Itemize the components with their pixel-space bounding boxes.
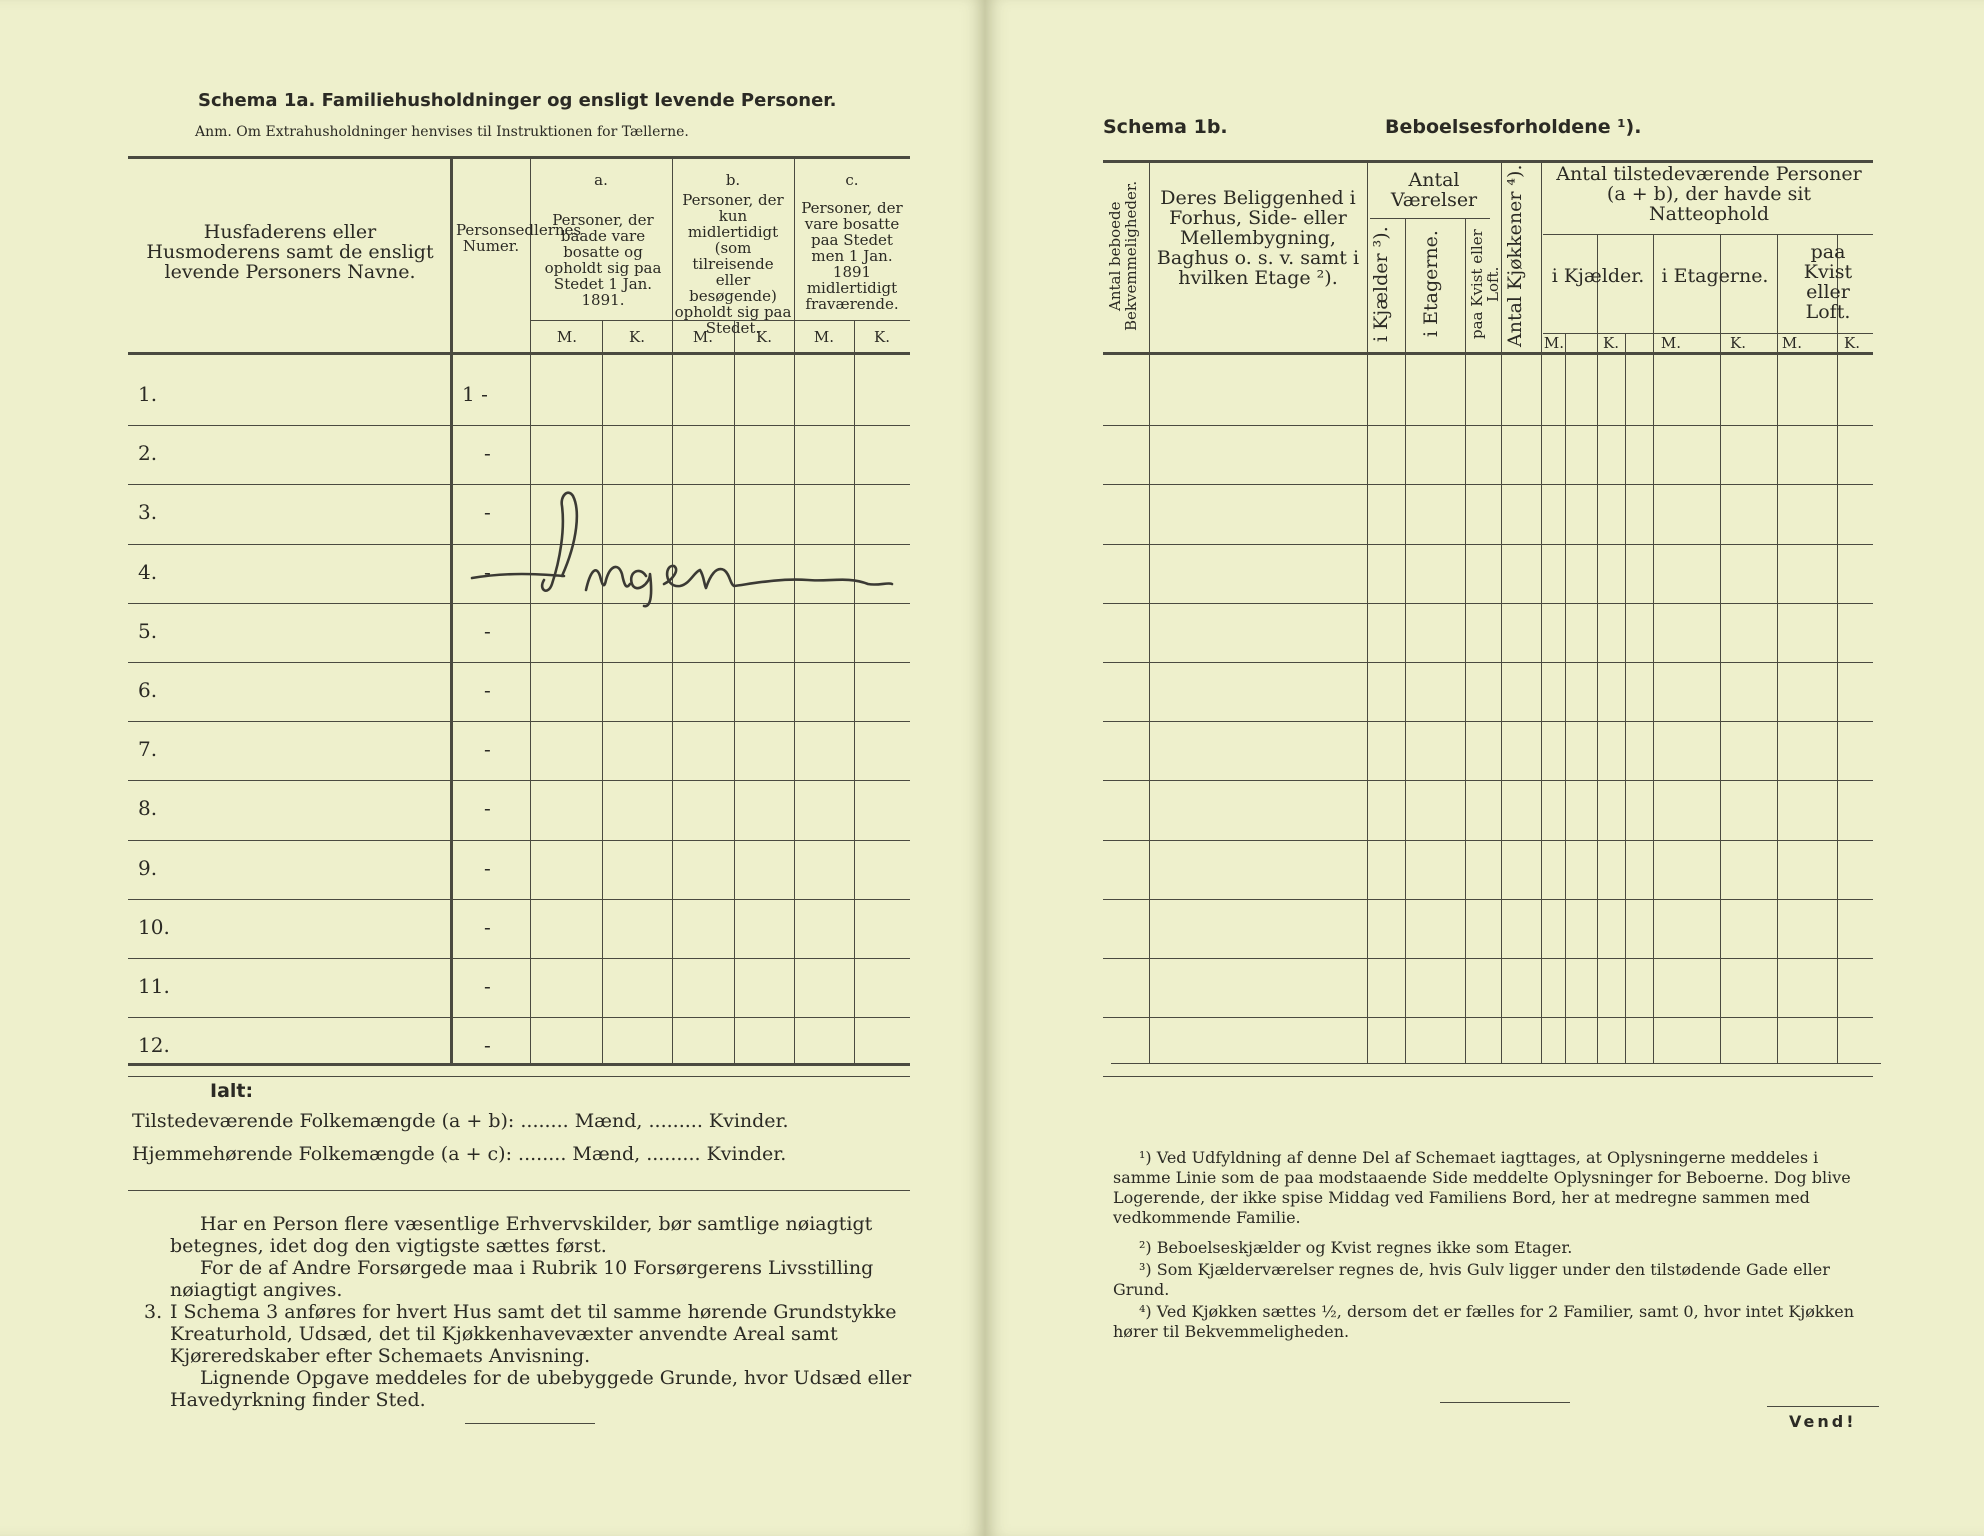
row-number: 5. <box>138 618 158 643</box>
rcol-div-3 <box>1405 218 1406 1063</box>
row-number: 2. <box>138 441 158 466</box>
row-rule <box>128 780 910 781</box>
row-rule <box>128 425 910 426</box>
col-header-kvist: paa Kvist eller Loft. <box>1468 229 1502 339</box>
rcol-div-1 <box>1149 160 1150 1063</box>
table-top-rule <box>128 156 910 159</box>
row-number: 9. <box>138 855 158 880</box>
col-header-kjokkener: Antal Kjøkkener ⁴). <box>1504 164 1526 348</box>
row-rule <box>1103 425 1873 426</box>
col-b-letter: b. <box>725 171 741 189</box>
sub-header-kvist: paa Kvist eller Loft. <box>1803 241 1853 323</box>
schema-1b-title: Beboelsesforholdene ¹). <box>1385 116 1642 138</box>
row-rule <box>128 721 910 722</box>
totals-bottom-rule <box>128 1190 910 1191</box>
rcol-div-6 <box>1541 160 1542 1063</box>
row-number-value: - <box>484 1033 491 1058</box>
col-header-number: Personsedlernes Numer. <box>456 221 582 255</box>
footnote-2: ²) Beboelseskjælder og Kvist regnes ikke som Etager. <box>1139 1238 1573 1257</box>
instruction-1: Har en Person flere væsentlige Erhvervskilder, bør samtlige nøiagtigt betegnes, idet dog den vigtigste sættes først. <box>170 1213 873 1257</box>
rcol-div-4 <box>1465 218 1466 1063</box>
row-number-value: - <box>484 796 491 821</box>
sub-header-etagerne: i Etagerne. <box>1661 265 1769 287</box>
row-number-value: - <box>484 559 491 584</box>
c-k-label: K. <box>874 328 890 346</box>
row-rule <box>128 662 910 663</box>
schema-1b-label: Schema 1b. <box>1103 116 1228 138</box>
rcol-div-13 <box>1625 333 1626 1063</box>
c-m-label: M. <box>813 328 835 346</box>
a-k-label: K. <box>629 328 645 346</box>
rcol-div-7 <box>1597 234 1598 1063</box>
row-rule <box>1103 544 1873 545</box>
sub-header-kjaelder: i Kjælder. <box>1551 265 1645 287</box>
row-number: 8. <box>138 796 158 821</box>
row-number-value: - <box>484 441 491 466</box>
instruction-3: I Schema 3 anføres for hvert Hus samt det til samme hørende Grundstykke Kreaturhold, Udsæd, det til Kjøkkenhavevæxter anvendte Areal samt Kjøreredskaber efter Schemaets Anvisning. <box>170 1301 897 1367</box>
b-k-label: K. <box>756 328 772 346</box>
handwriting-text <box>468 630 469 631</box>
col-header-names: Husfaderens eller Husmoderens samt de ensligt levende Personers Navne. <box>146 221 434 283</box>
schema-1a-title: Schema 1a. Familiehusholdninger og ensligt levende Personer. <box>198 90 837 111</box>
r-kj-m: M. <box>1543 334 1565 352</box>
row-number-value: - <box>484 974 491 998</box>
row-rule <box>1103 1017 1873 1018</box>
col-header-kjaelder: i Kjælder ³). <box>1370 226 1392 342</box>
row-number: 12. <box>138 1033 170 1058</box>
rcol-div-11 <box>1837 234 1838 1063</box>
instruction-2: For de af Andre Forsørgede maa i Rubrik 10 Forsørgerens Livsstilling nøiagtigt angives. <box>170 1257 874 1301</box>
right-page <box>985 0 1984 1536</box>
total-resident-line: Hjemmehørende Folkemængde (a + c): ........ Mænd, ......... Kvinder. <box>132 1143 787 1165</box>
vaerelser-rule <box>1370 218 1490 219</box>
row-rule <box>1103 662 1873 663</box>
row-number-value: - <box>484 500 491 525</box>
rcol-div-2 <box>1367 160 1368 1063</box>
row-rule <box>1103 1076 1873 1077</box>
instruction-4: Lignende Opgave meddeles for de ubebyggede Grunde, hvor Udsæd eller Havedyrkning finder Sted. <box>170 1367 912 1411</box>
closing-rule-right <box>1440 1402 1570 1403</box>
row-rule <box>1103 780 1873 781</box>
row-number: 3. <box>138 500 158 525</box>
col-b-text: Personer, der kun midlertidigt (som tilreisende eller besøgende) opholdt sig paa Stedet. <box>674 191 792 337</box>
col-header-vaerelser: Antal Værelser <box>1390 169 1478 211</box>
row-rule <box>1103 721 1873 722</box>
a-m-label: M. <box>556 328 578 346</box>
r-et-k: K. <box>1730 334 1746 352</box>
b-m-label: M. <box>692 328 714 346</box>
rcol-div-8 <box>1653 234 1654 1063</box>
table-header-rule <box>128 352 910 355</box>
r-kv-k: K. <box>1844 334 1860 352</box>
instruction-3-number: 3. <box>144 1301 163 1323</box>
row-rule <box>1103 899 1873 900</box>
col-header-etagerne: i Etagerne. <box>1420 230 1442 338</box>
tilstede-rule <box>1543 234 1873 235</box>
handwritten-entry <box>468 480 898 610</box>
table-bottom-rule <box>128 1063 910 1066</box>
row-rule <box>1103 603 1873 604</box>
rtable-bottom-rule <box>1111 1063 1881 1064</box>
vend-rule <box>1767 1406 1879 1407</box>
r-kv-m: M. <box>1781 334 1803 352</box>
row-number: 7. <box>138 737 158 762</box>
row-number-value: - <box>484 737 491 762</box>
col-a-letter: a. <box>594 171 608 189</box>
vend-label: Vend! <box>1789 1412 1857 1431</box>
footnote-1: ¹) Ved Udfyldning af denne Del af Schemaet iagttages, at Oplysningerne meddeles i samme Linie som de paa modstaaende Side meddelte Oplysninger for Beboerne. Dog blive Logerende, der ikke spise Middag ved Familiens Bord, her at medregne sammen med vedkommende Familie. <box>1113 1148 1851 1227</box>
row-rule <box>1103 484 1873 485</box>
col-divider-c-mk <box>854 320 855 1063</box>
row-number: 10. <box>138 914 170 939</box>
row-rule <box>128 840 910 841</box>
r-kj-k: K. <box>1603 334 1619 352</box>
row-rule <box>128 1017 910 1018</box>
col-divider-names <box>450 156 453 1063</box>
r-et-m: M. <box>1660 334 1682 352</box>
total-present-line: Tilstedeværende Folkemængde (a + b): ........ Mænd, ......... Kvinder. <box>132 1110 789 1132</box>
col-header-beliggenhed: Deres Beliggenhed i Forhus, Side- eller Mellembygning, Baghus o. s. v. samt i hvilken Etage ²). <box>1156 187 1360 289</box>
footnote-4: ⁴) Ved Kjøkken sættes ½, dersom det er fælles for 2 Familier, samt 0, hvor intet Kjøkken hører til Bekvemmeligheden. <box>1113 1302 1855 1341</box>
rmk-rule <box>1543 333 1873 334</box>
rcol-div-10 <box>1777 234 1778 1063</box>
row-number: 1. <box>138 382 158 406</box>
row-number-value: - <box>484 678 491 702</box>
row-number-value: - <box>484 914 491 939</box>
row-number: 4. <box>138 559 158 584</box>
row-number: 11. <box>138 974 170 998</box>
col-c-letter: c. <box>845 171 859 189</box>
left-page <box>0 0 985 1536</box>
footnote-3: ³) Som Kjælderværelser regnes de, hvis Gulv ligger under den tilstødende Gade eller Grund. <box>1113 1260 1830 1299</box>
row-rule <box>128 899 910 900</box>
col-a-text: Personer, der baade vare bosatte og opholdt sig paa Stedet 1 Jan. 1891. <box>544 211 662 309</box>
schema-1a-note: Anm. Om Extrahusholdninger henvises til Instruktionen for Tællerne. <box>195 124 689 140</box>
row-rule <box>128 1076 910 1077</box>
rcol-div-12 <box>1565 333 1566 1063</box>
row-rule <box>128 958 910 959</box>
closing-rule <box>465 1423 595 1424</box>
rtable-header-rule <box>1103 352 1873 355</box>
col-divider-a-mk <box>602 320 603 1063</box>
col-header-antal-beboede: Antal beboede Bekvemmeligheder. <box>1106 180 1140 332</box>
col-divider-b-mk <box>734 320 735 1063</box>
rcol-div-9 <box>1720 234 1721 1063</box>
col-c-text: Personer, der vare bosatte paa Stedet men 1 Jan. 1891 midlertidigt fraværende. <box>801 199 903 313</box>
col-header-tilstede: Antal tilstedeværende Personer (a + b), der havde sit Natteophold <box>1556 163 1862 225</box>
row-number: 6. <box>138 678 158 702</box>
row-number-value: 1 - <box>462 382 488 406</box>
row-rule <box>1103 840 1873 841</box>
row-number-value: - <box>484 855 491 880</box>
row-rule <box>1103 958 1873 959</box>
ialt-label: Ialt: <box>210 1080 254 1102</box>
row-number-value: - <box>484 618 491 643</box>
